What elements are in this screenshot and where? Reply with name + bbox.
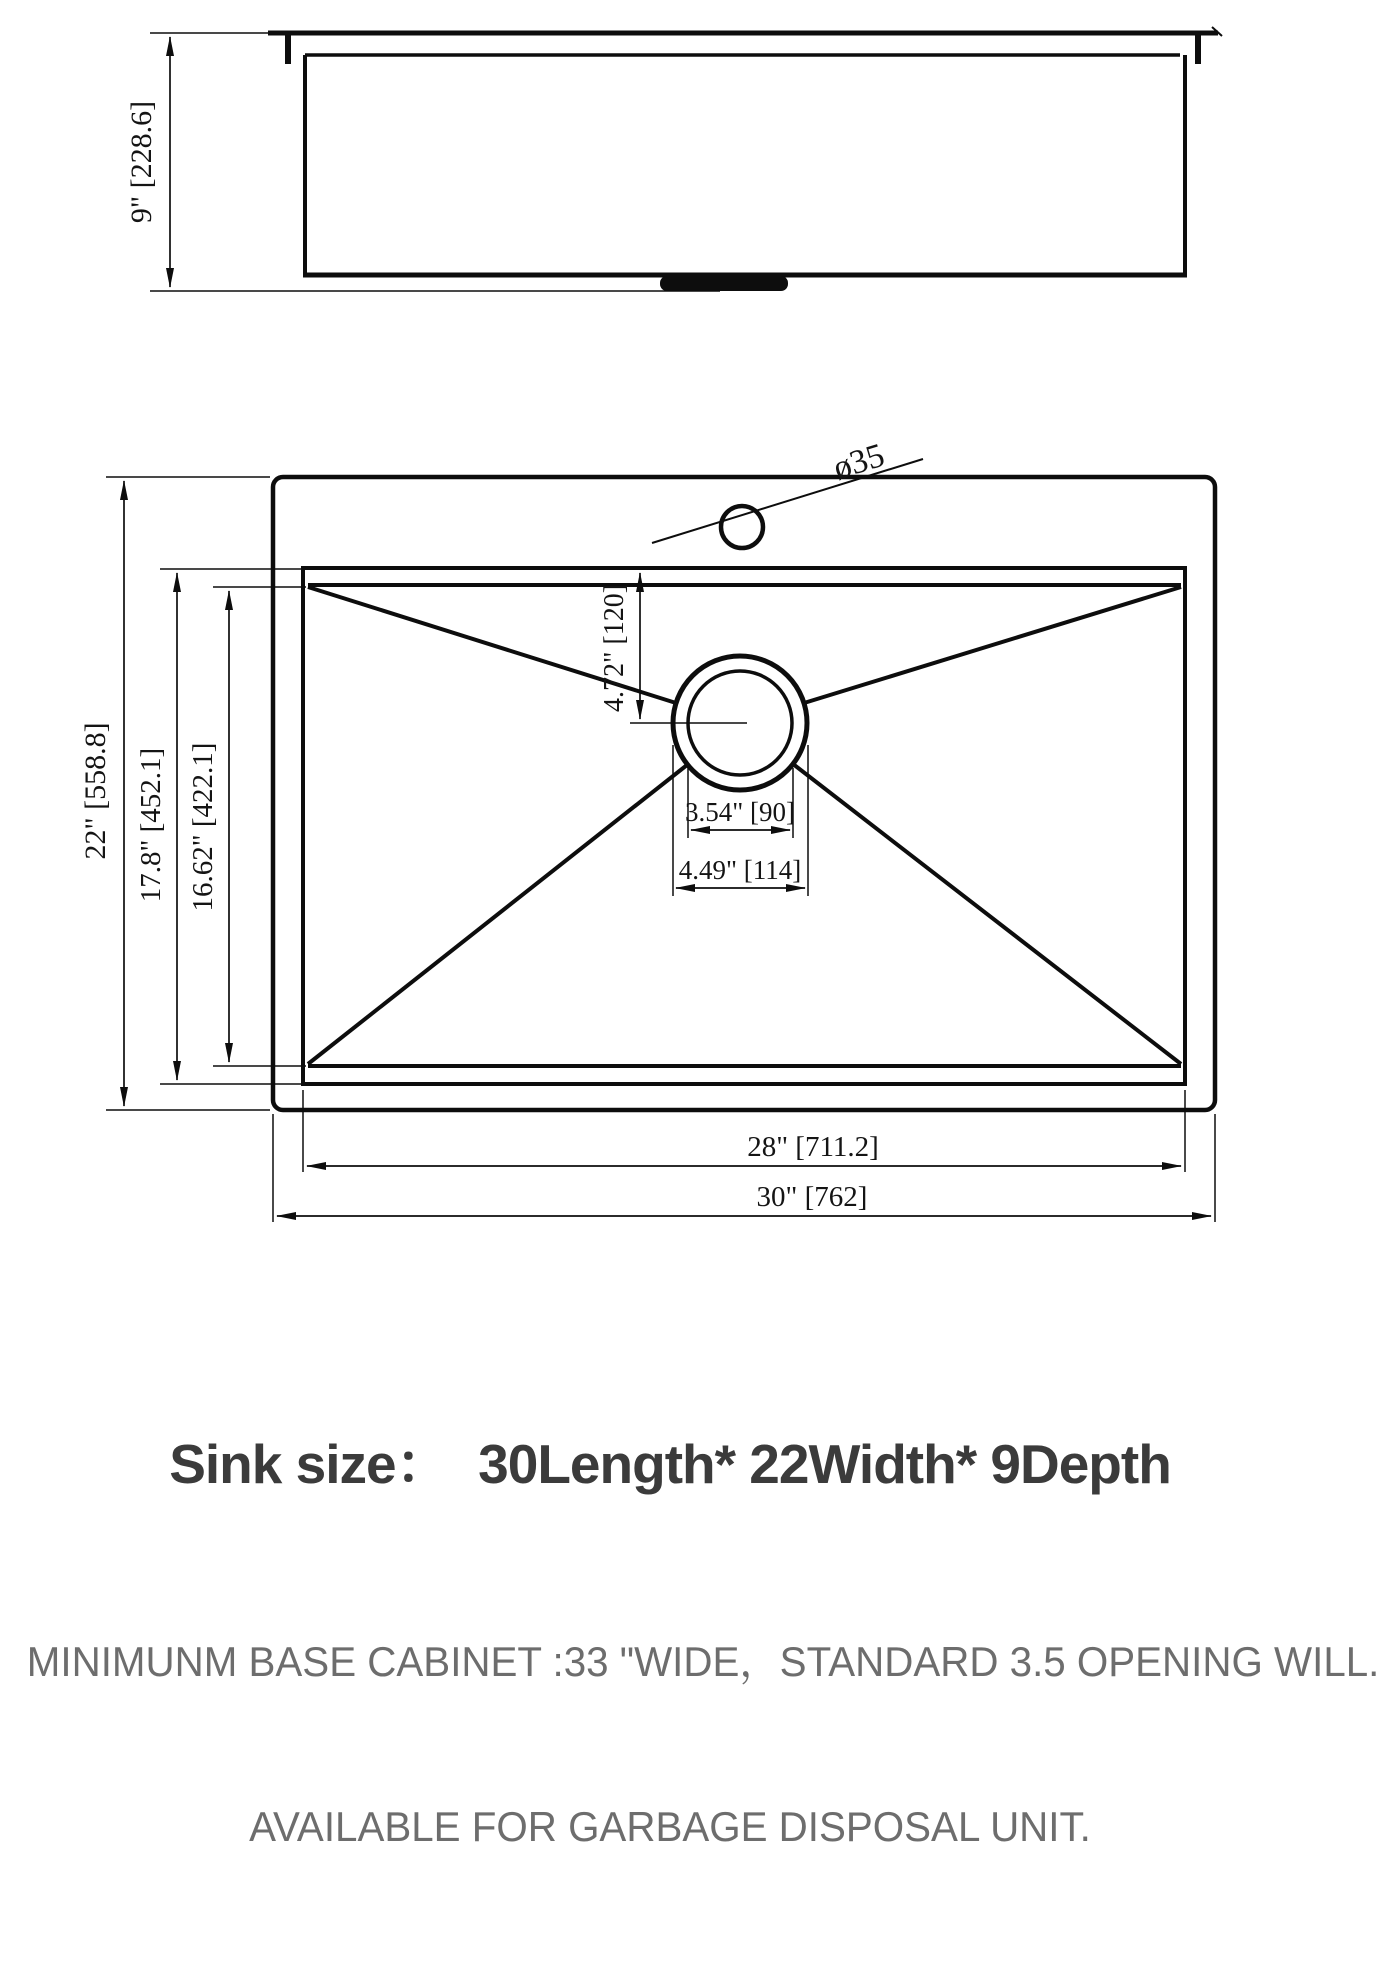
bowl-length-dim-label: 28" [711.2] xyxy=(747,1131,879,1163)
drain-outer-dia-dim-label: 4.49" [114] xyxy=(678,855,802,885)
faucet-hole-dim-label: ø35 xyxy=(829,436,889,488)
side-view-bowl xyxy=(303,55,1187,276)
side-view-mounting-clips xyxy=(288,35,1198,64)
overall-length-dim-label: 30" [762] xyxy=(756,1181,868,1213)
dimension-bowl-inner-width xyxy=(213,587,306,1066)
depth-dim-label: 9" [228.6] xyxy=(125,100,158,224)
drain xyxy=(630,656,807,790)
dimension-bowl-outer-width xyxy=(160,569,301,1084)
side-view-drain-fitting xyxy=(660,276,788,291)
side-view xyxy=(125,27,1222,291)
bowl-outer-width-dim-label: 17.8" [452.1] xyxy=(135,747,167,903)
top-view-outer-rim xyxy=(273,477,1215,1110)
bowl-inner-width-dim-label: 16.62" [422.1] xyxy=(187,742,219,912)
dimension-overall-length xyxy=(273,1114,1215,1222)
side-view-rim xyxy=(268,27,1222,55)
sink-size-title: Sink size： 30Length* 22Width* 9Depth xyxy=(169,1433,1171,1495)
dimension-depth xyxy=(150,33,720,291)
drain-offset-dim-label: 4.72" [120] xyxy=(599,583,630,713)
top-view xyxy=(79,437,1215,1222)
overall-width-dim-label: 22" [558.8] xyxy=(79,722,112,860)
cabinet-note-line1: MINIMUNM BASE CABINET :33 "WIDE，STANDARD 3.5 OPENING WILL. xyxy=(26,1638,1379,1685)
cabinet-note-line2: AVAILABLE FOR GARBAGE DISPOSAL UNIT. xyxy=(249,1803,1091,1850)
cabinet-notes xyxy=(26,1524,1379,1964)
dimension-bowl-length xyxy=(303,1090,1185,1172)
drain-inner-dia-dim-label: 3.54" [90] xyxy=(684,797,796,827)
